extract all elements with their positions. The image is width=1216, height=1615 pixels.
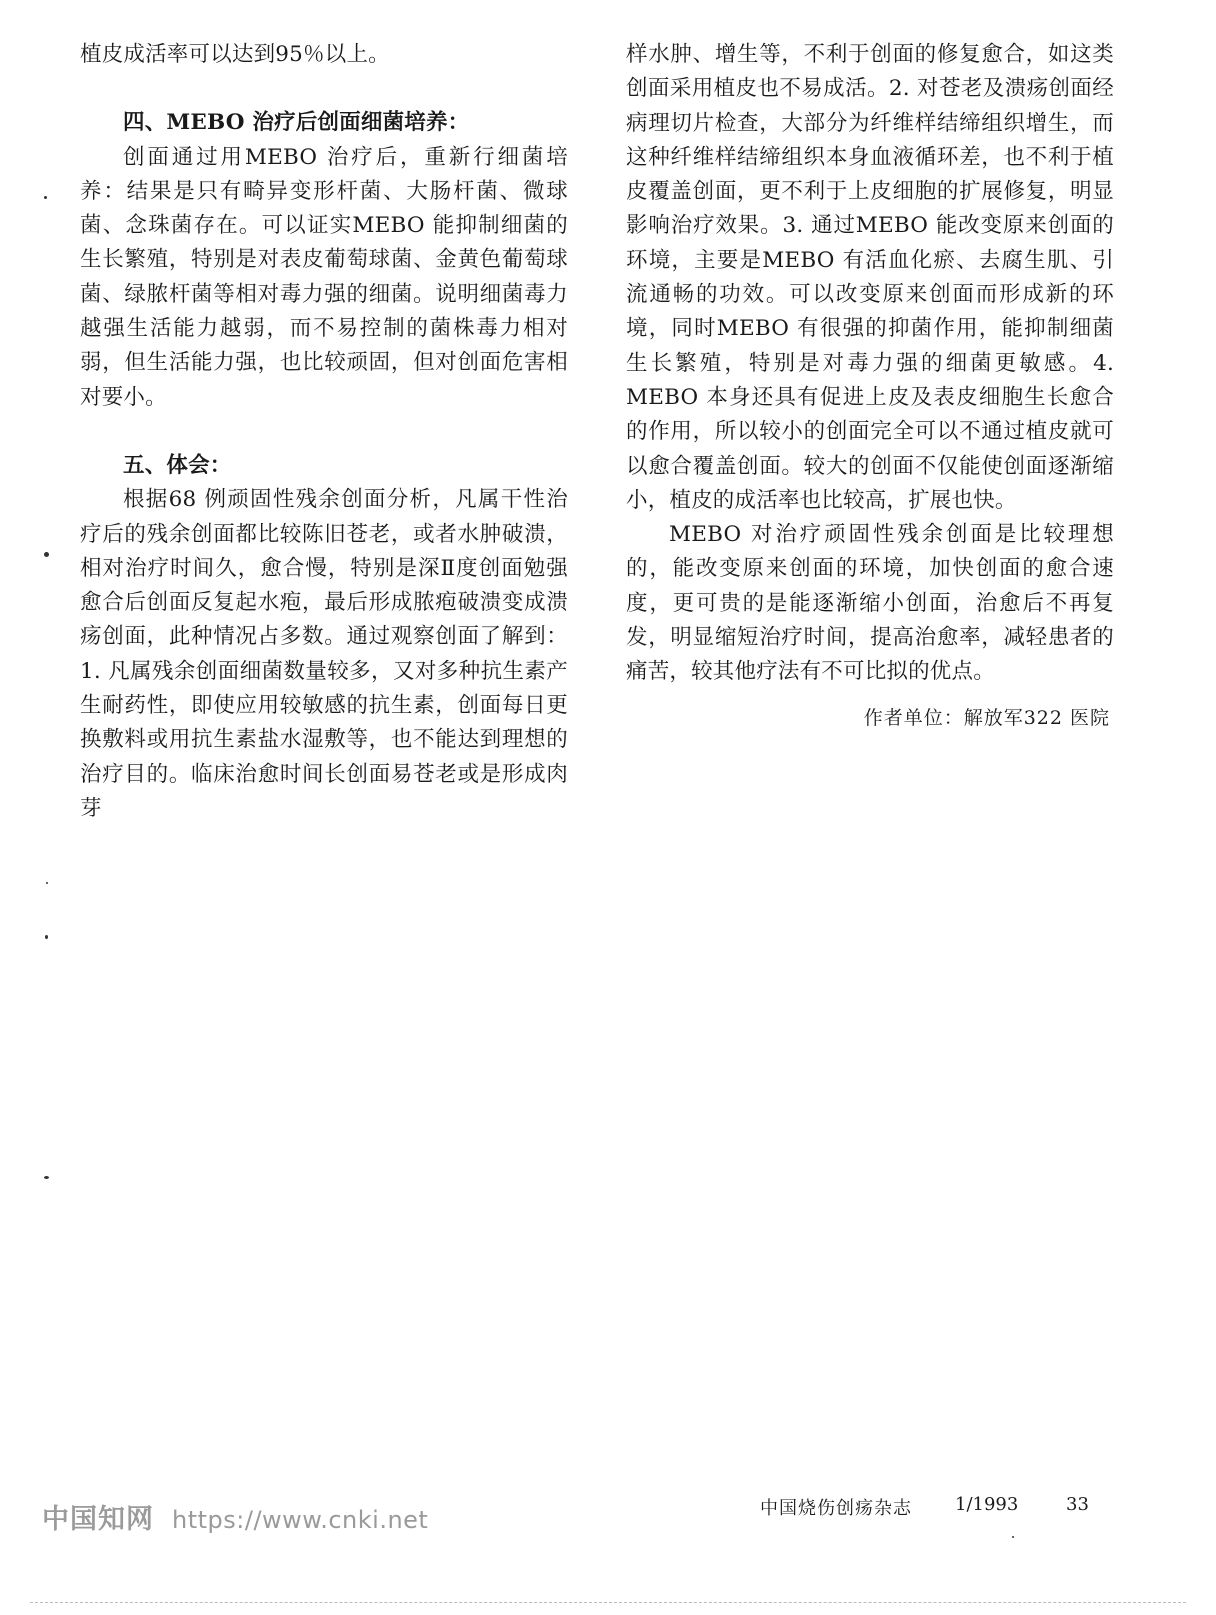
conclusion-paragraph: MEBO 对治疗顽固性残余创面是比较理想的，能改变原来创面的环境，加快创面的愈合速度，更可贵的是能逐渐缩小创面，治愈后不再复发，明显缩短治疗时间，提高治愈率，减轻患者的痛苦，较其他疗法有不可比拟的优点。 (626, 522, 1114, 685)
section-5-body: 根据68 例顽固性残余创面分析，凡属干性治疗后的残余创面都比较陈旧苍老，或者水肿破溃，相对治疗时间久，愈合慢，特别是深Ⅱ度创面勉强愈合后创面反复起水疱，最后形成脓疱破溃变成溃疡创面，此种情况占多数。通过观察创面了解到：1. 凡属残余创面细菌数量较多，又对多种抗生素产生耐药性，即使应用较敏感的抗生素，创面每日更换敷料或用抗生素盐水湿敷等，也不能达到理想的治疗目的。临床治愈时间长创面易苍老或是形成肉芽 (80, 487, 568, 821)
right-column (626, 38, 1114, 690)
journal-name: 中国烧伤创疡杂志 (760, 1498, 912, 1519)
section-heading-5: 五、体会： (123, 452, 232, 478)
scan-speck (45, 935, 48, 939)
scan-speck (44, 552, 49, 557)
scan-speck (1012, 1536, 1014, 1538)
page-number: 33 (1066, 1494, 1089, 1515)
issue-number: 1/1993 (955, 1494, 1019, 1515)
cnki-url[interactable]: https://www.cnki.net (172, 1506, 429, 1534)
cnki-logo: 中国知网 (42, 1504, 154, 1535)
continued-paragraph: 植皮成活率可以达到95％以上。 (80, 42, 390, 67)
cnki-watermark (42, 1497, 428, 1536)
section-4-body: 创面通过用MEBO 治疗后，重新行细菌培养：结果是只有畸异变形杆菌、大肠杆菌、微球菌、念珠菌存在。可以证实MEBO 能抑制细菌的生长繁殖，特别是对表皮葡萄球菌、金黄色葡萄球菌、绿脓杆菌等相对毒力强的细菌。说明细菌毒力越强生活能力越弱，而不易控制的菌株毒力相对弱，但生活能力强，也比较顽固，但对创面危害相对要小。 (80, 144, 568, 410)
scan-speck (44, 1176, 49, 1179)
author-affiliation: 作者单位：解放军322 医院 (863, 707, 1110, 729)
scan-speck (44, 196, 47, 199)
left-column (80, 38, 568, 826)
section-heading-4: 四、MEBO 治疗后创面细菌培养： (123, 110, 470, 136)
continued-paragraph-right: 样水肿、增生等，不利于创面的修复愈合，如这类创面采用植皮也不易成活。2. 对苍老及溃疡创面经病理切片检查，大部分为纤维样结缔组织增生，而这种纤维样结缔组织本身血液循环差，也不利于植皮覆盖创面，更不利于上皮细胞的扩展修复，明显影响治疗效果。3. 通过MEBO 能改变原来创面的环境，主要是MEBO 有活血化瘀、去腐生肌、引流通畅的功效。可以改变原来创面而形成新的环境，同时MEBO 有很强的抑菌作用，能抑制细菌生长繁殖，特别是对毒力强的细菌更敏感。4. MEBO 本身还具有促进上皮及表皮细胞生长愈合的作用，所以较小的创面完全可以不通过植皮就可以愈合覆盖创面。较大的创面不仅能使创面逐渐缩小，植皮的成活率也比较高，扩展也快。 (626, 42, 1114, 513)
scan-edge-line (30, 1602, 1186, 1603)
scan-speck (46, 882, 48, 884)
